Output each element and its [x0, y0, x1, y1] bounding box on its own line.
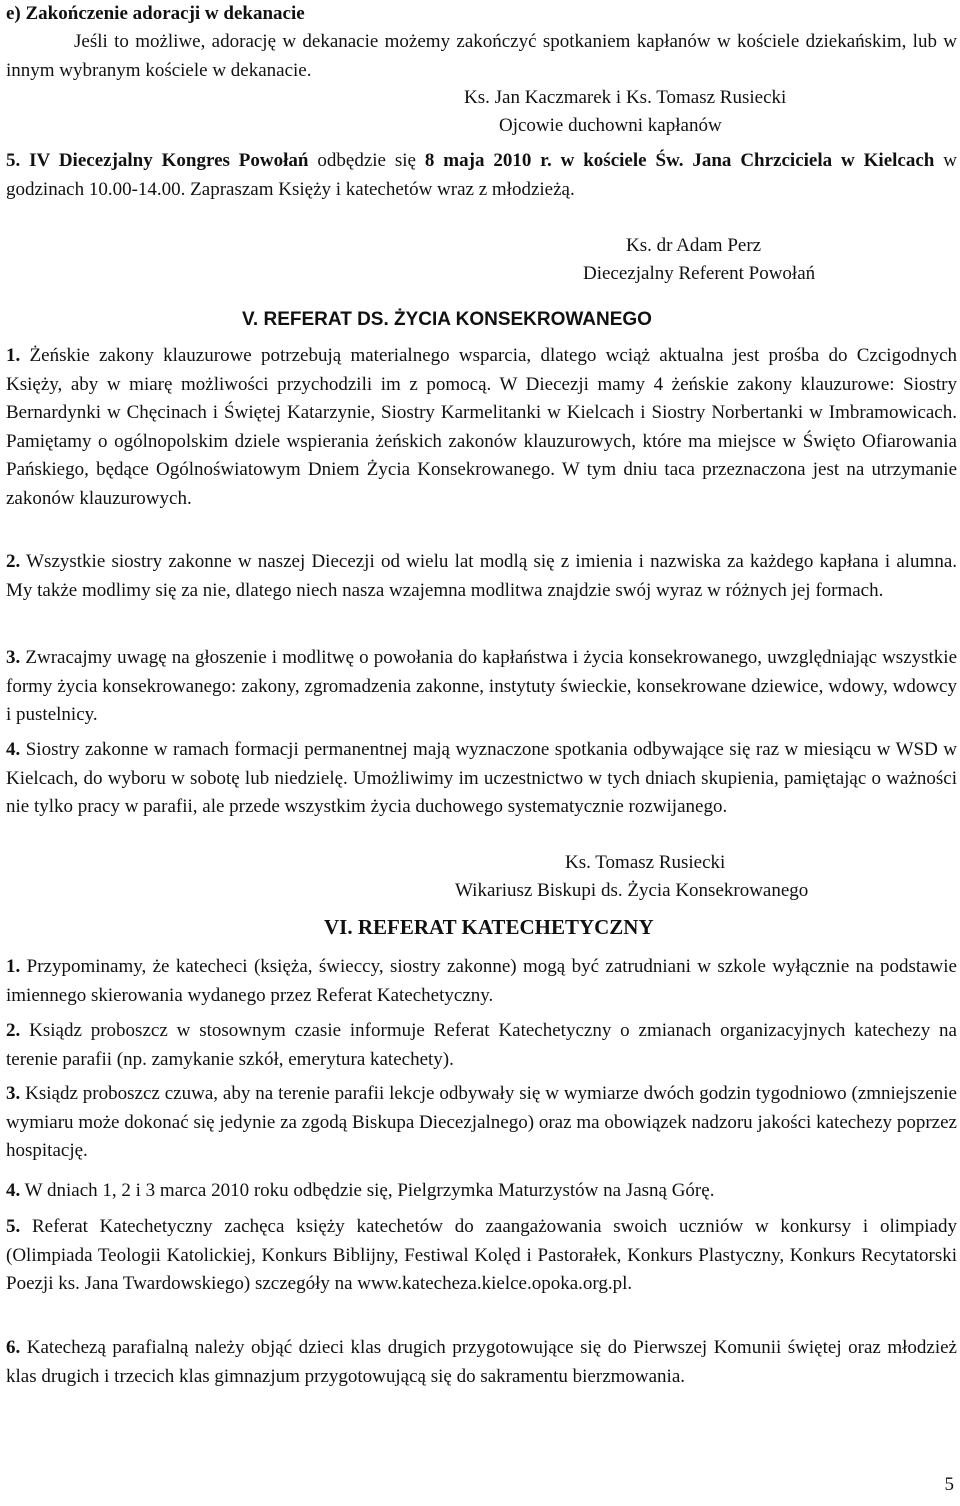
section-v-heading: V. REFERAT DS. ŻYCIA KONSEKROWANEGO	[242, 309, 652, 330]
item-text: Referat Katechetyczny zachęca księży katechetów do zaangażowania swoich uczniów w konkursy i olimpiady (Olimpiada Teologii Katolickiej, Konkurs Biblijny, Festiwal Kolęd i Pastorałek, Konkurs Plastyczny, Konkurs Recytatorski Poezji ks. Jana Twardowskiego) szczegóły na www.katecheza.kielce.opoka.org.pl.	[6, 1216, 957, 1294]
item-number: 4.	[6, 739, 21, 760]
section-v-item-4	[6, 736, 957, 822]
congress-text-1: odbędzie się	[308, 150, 425, 171]
congress-date: 8 maja 2010 r.	[424, 150, 552, 171]
item-text: Siostry zakonne w ramach formacji permanentnej mają wyznaczone spotkania odbywające się raz w miesiącu w WSD w Kielcach, do wyboru w sobotę lub niedzielę. Umożliwimy im uczestnictwo w tych dniach skupienia, pamiętając o ważności nie tylko pracy w parafii, ale przede wszystkim życia duchowego systematycznie rozwijanego.	[6, 739, 957, 817]
section-e-heading-text: e) Zakończenie adoracji w dekanacie	[6, 3, 305, 24]
item-text: Katechezą parafialną należy objąć dzieci klas drugich przygotowujące się do Pierwszej Komunii świętej oraz młodzież klas drugich i trzecich klas gimnazjum przygotowującą się do sakramentu bierzmowania.	[6, 1337, 957, 1387]
congress-place: w kościele Św. Jana Chrzciciela w Kielcach	[560, 150, 935, 171]
item-number: 2.	[6, 1020, 21, 1041]
item-text: Ksiądz proboszcz w stosownym czasie informuje Referat Katechetyczny o zmianach organizacyjnych katechezy na terenie parafii (np. zamykanie szkół, emerytura katechety).	[6, 1020, 957, 1070]
section-vi-heading: VI. REFERAT KATECHETYCZNY	[324, 915, 654, 939]
section-e-heading	[6, 0, 957, 29]
congress-text-2	[552, 150, 561, 171]
item-text: Przypominamy, że katecheci (księża, świeccy, siostry zakonne) mogą być zatrudniani w szkole wyłącznie na podstawie imiennego skierowania wydanego przez Referat Katechetyczny.	[6, 956, 957, 1006]
section-v-signature-role: Wikariusz Biskupi ds. Życia Konsekrowanego	[455, 880, 809, 901]
section-vi-item-2	[6, 1017, 957, 1074]
section-v-item-2	[6, 548, 957, 605]
item-text: Żeńskie zakony klauzurowe potrzebują materialnego wsparcia, dlatego wciąż aktualna jest prośba do Czcigodnych Księży, aby w miarę możliwości przychodzili im z pomocą. W Diecezji mamy 4 żeńskie zakony klauzurowe: Siostry Bernardynki w Chęcinach i Świętej Katarzynie, Siostry Karmelitanki w Kielcach i Siostry Norbertanki w Imbramowicach. Pamiętamy o ogólnopolskim dziele wspierania żeńskich zakonów klauzurowych, które ma miejsce w Święto Ofiarowania Pańskiego, będące Ogólnoświatowym Dniem Życia Konsekrowanego. W tym dniu taca przeznaczona jest na utrzymanie zakonów klauzurowych.	[6, 345, 957, 509]
item-number: 1.	[6, 345, 21, 366]
congress-title: 5. IV Diecezjalny Kongres Powołań	[6, 150, 309, 171]
section-v-item-3	[6, 644, 957, 730]
item-number: 4.	[6, 1180, 21, 1201]
section-vi-item-4	[6, 1177, 957, 1206]
section-vi-item-1	[6, 953, 957, 1010]
item-number: 3.	[6, 647, 21, 668]
section-vi-item-5	[6, 1213, 957, 1299]
section-e-signature-role: Ojcowie duchowni kapłanów	[499, 115, 722, 136]
section-vi-item-3	[6, 1080, 957, 1166]
congress-announcement	[6, 147, 957, 204]
congress-text-3: w godzinach 10.00-14.00. Zapraszam Księży i katechetów wraz z młodzieżą.	[6, 150, 957, 200]
item-text: Zwracajmy uwagę na głoszenie i modlitwę o powołania do kapłaństwa i życia konsekrowanego, uwzględniając wszystkie formy życia konsekrowanego: zakony, zgromadzenia zakonne, instytuty świeckie, konsekrowane dziewice, wdowy, wdowcy i pustelnicy.	[6, 647, 957, 725]
item-number: 3.	[6, 1083, 21, 1104]
congress-signature-role: Diecezjalny Referent Powołań	[583, 263, 816, 284]
congress-signature-name: Ks. dr Adam Perz	[626, 235, 762, 256]
item-text: W dniach 1, 2 i 3 marca 2010 roku odbędzie się, Pielgrzymka Maturzystów na Jasną Górę.	[20, 1180, 715, 1201]
section-v-item-1	[6, 342, 957, 513]
item-number: 6.	[6, 1337, 21, 1358]
section-v-signature-name: Ks. Tomasz Rusiecki	[565, 852, 726, 873]
item-number: 5.	[6, 1216, 21, 1237]
item-number: 2.	[6, 551, 21, 572]
item-number: 1.	[6, 956, 21, 977]
section-e-body: Jeśli to możliwe, adorację w dekanacie możemy zakończyć spotkaniem kapłanów w kościele dziekańskim, lub w innym wybranym kościele w dekanacie.	[6, 31, 957, 81]
item-text: Wszystkie siostry zakonne w naszej Diecezji od wielu lat modlą się z imienia i nazwiska za każdego kapłana i alumna. My także modlimy się za nie, dlatego niech nasza wzajemna modlitwa znajdzie swój wyraz w różnych jej formach.	[6, 551, 957, 601]
item-text: Ksiądz proboszcz czuwa, aby na terenie parafii lekcje odbywały się w wymiarze dwóch godzin tygodniowo (zmniejszenie wymiaru może dokonać się jedynie za zgodą Biskupa Diecezjalnego) oraz ma obowiązek nadzoru jakości katechezy poprzez hospitację.	[6, 1083, 957, 1161]
page-number: 5	[944, 1474, 954, 1495]
section-e-signature-name: Ks. Jan Kaczmarek i Ks. Tomasz Rusiecki	[464, 87, 787, 108]
section-vi-item-6	[6, 1334, 957, 1391]
